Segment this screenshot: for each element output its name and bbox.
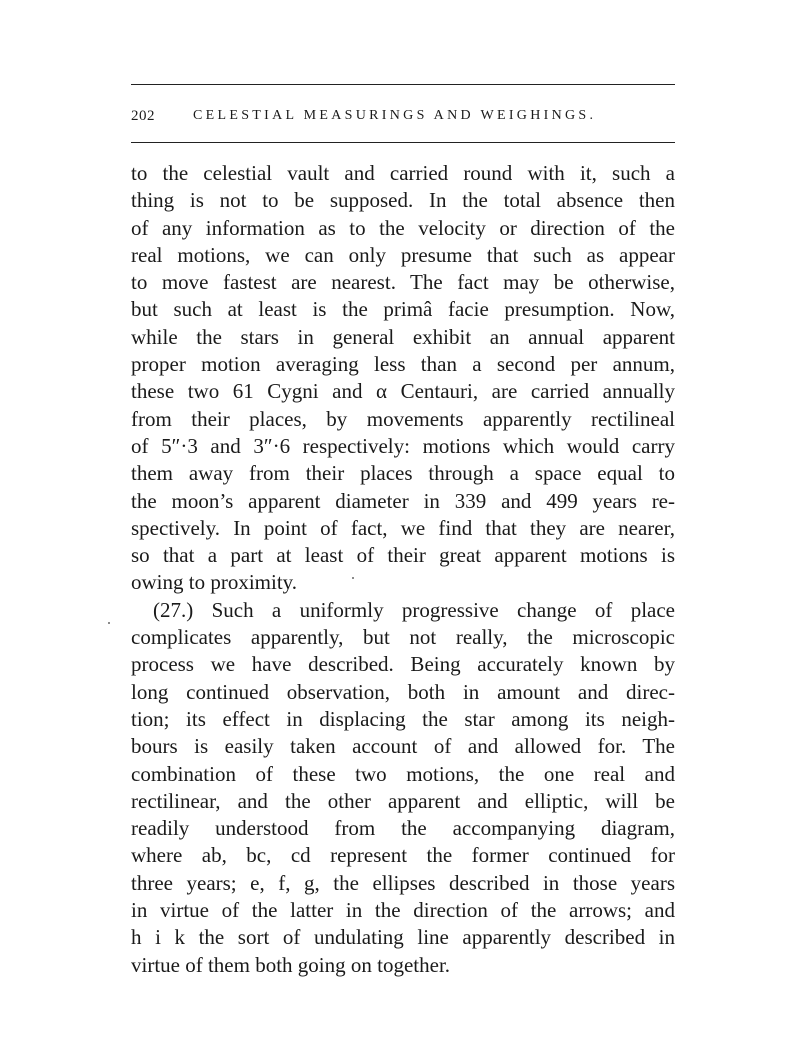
text-line: process we have described. Being accurately known by xyxy=(131,652,675,677)
text-line: complicates apparently, but not really, the microscopic xyxy=(131,625,675,650)
header-rule-bottom xyxy=(131,142,675,143)
text-line: tion; its effect in displacing the star among its neigh- xyxy=(131,706,675,731)
paragraph-1 xyxy=(131,160,675,597)
running-head: CELESTIAL MEASURINGS AND WEIGHINGS. xyxy=(193,108,597,123)
text-line: h i k the sort of undulating line apparently described in xyxy=(131,925,675,950)
text-line: proper motion averaging less than a second per annum, xyxy=(131,352,675,377)
text-line: combination of these two motions, the one real and xyxy=(131,761,675,786)
text-line: rectilinear, and the other apparent and elliptic, will be xyxy=(131,788,675,813)
text-line: the moon’s apparent diameter in 339 and 499 years re- xyxy=(131,488,675,513)
text-line: long continued observation, both in amount and direc- xyxy=(131,679,675,704)
text-line: but such at least is the primâ facie presumption. Now, xyxy=(131,297,675,322)
text-line: owing to proximity. xyxy=(131,570,298,595)
text-line: of any information as to the velocity or direction of the xyxy=(131,215,675,240)
print-speck xyxy=(108,622,110,624)
header-rule-top xyxy=(131,84,675,85)
text-line: in virtue of the latter in the direction of the arrows; and xyxy=(131,898,675,923)
text-line: real motions, we can only presume that such as appear xyxy=(131,242,675,267)
text-line: to the celestial vault and carried round with it, such a xyxy=(131,161,675,185)
text-line: where ab, bc, cd represent the former continued for xyxy=(131,843,675,868)
text-line: so that a part at least of their great apparent motions is xyxy=(131,543,675,568)
page-header xyxy=(131,104,675,128)
text-line: them away from their places through a space equal to xyxy=(131,461,675,486)
text-line: virtue of them both going on together. xyxy=(131,952,451,977)
text-line: readily understood from the accompanying diagram, xyxy=(131,816,675,841)
text-line: thing is not to be supposed. In the total absence then xyxy=(131,188,675,213)
text-line: spectively. In point of fact, we find that they are nearer, xyxy=(131,515,675,540)
text-line: of 5″·3 and 3″·6 respectively: motions which would carry xyxy=(131,433,675,458)
text-line: while the stars in general exhibit an annual apparent xyxy=(131,324,675,349)
text-line: from their places, by movements apparently rectilineal xyxy=(131,406,675,431)
text-line: to move fastest are nearest. The fact may be otherwise, xyxy=(131,270,675,295)
body-text xyxy=(131,160,675,979)
page-number: 202 xyxy=(131,108,155,124)
text-line: (27.) Such a uniformly progressive change of place xyxy=(153,597,675,622)
text-line: three years; e, f, g, the ellipses described in those years xyxy=(131,870,675,895)
paragraph-2 xyxy=(131,597,675,979)
text-line: these two 61 Cygni and α Centauri, are carried annually xyxy=(131,379,675,404)
print-speck xyxy=(352,577,354,579)
text-line: bours is easily taken account of and allowed for. The xyxy=(131,734,675,759)
